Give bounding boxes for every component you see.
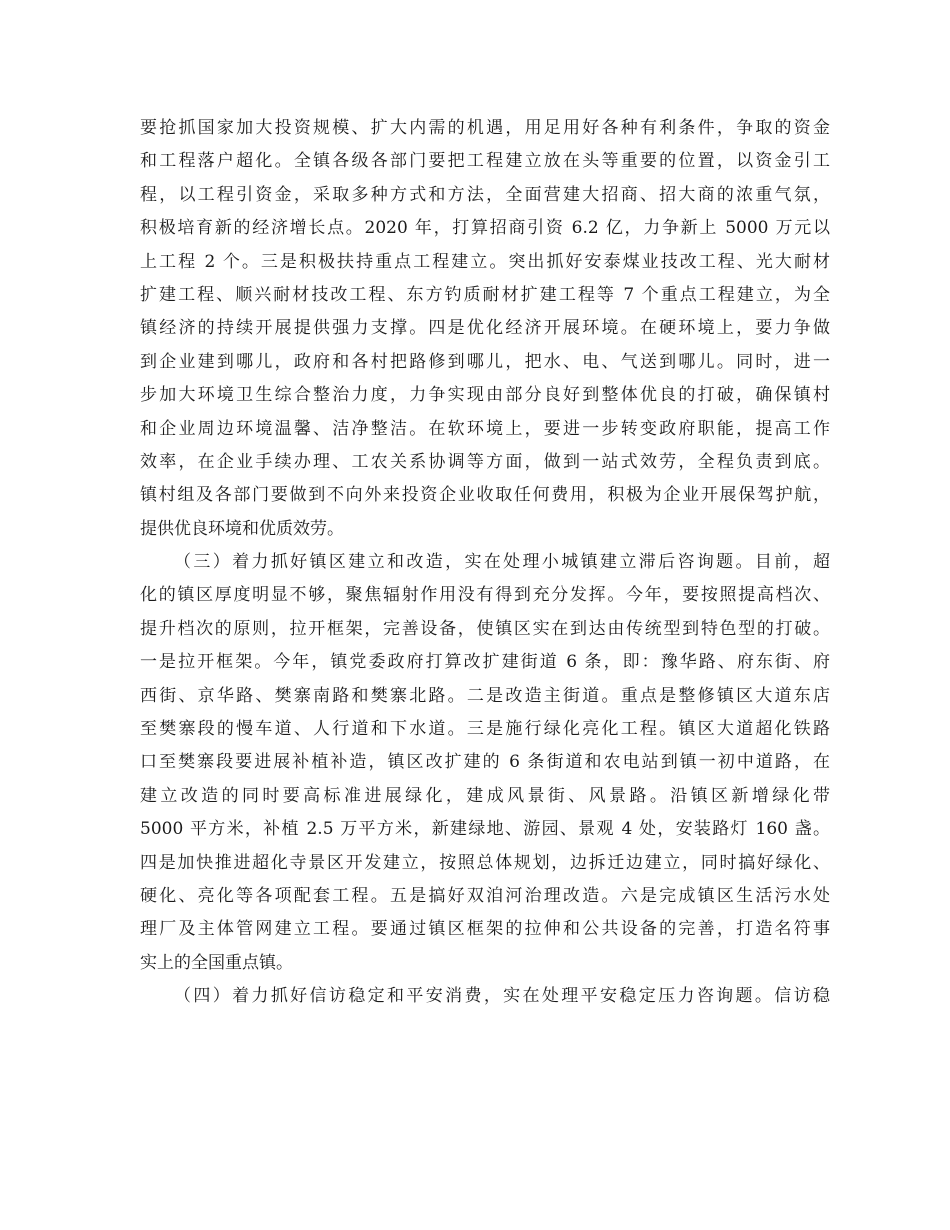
text-line: 扩建工程、顺兴耐材技改工程、东方钓质耐材扩建工程等 7 个重点工程建立，为全 (140, 284, 830, 305)
text-line: 实上的全国重点镇。 (140, 952, 293, 973)
text-line: 建立改造的同时要高标准进展绿化，建成风景街、风景路。沿镇区新增绿化带 (140, 785, 830, 806)
text-line: 和企业周边环境温馨、洁净整洁。在软环境上，要进一步转变政府职能，提高工作 (140, 418, 830, 439)
text-line: 到企业建到哪儿，政府和各村把路修到哪儿，把水、电、气送到哪儿。同时，进一 (140, 351, 830, 372)
text-line: 提升档次的原则，拉开框架，完善设备，使镇区实在到达由传统型到特色型的打破。 (140, 618, 830, 639)
text-line: 5000 平方米，补植 2.5 万平方米，新建绿地、游园、景观 4 处，安装路灯 160 盏。 (140, 819, 830, 840)
text-line: 硬化、亮化等各项配套工程。五是搞好双洎河治理改造。六是完成镇区生活污水处 (140, 885, 830, 906)
text-line: 步加大环境卫生综合整治力度，力争实现由部分良好到整体优良的打破，确保镇村 (140, 385, 830, 406)
text-line: 镇村组及各部门要做到不向外来投资企业收取任何费用，积极为企业开展保驾护航， (140, 485, 830, 506)
text-line: （四）着力抓好信访稳定和平安消费，实在处理平安稳定压力咨询题。信访稳 (174, 986, 830, 1007)
text-line: 提供优良环境和优质效劳。 (140, 518, 344, 539)
text-line: 积极培育新的经济增长点。2020 年，打算招商引资 6.2 亿，力争新上 5000 万元以 (140, 218, 830, 239)
text-line: 程，以工程引资金，采取多种方式和方法，全面营建大招商、招大商的浓重气氛， (140, 184, 830, 205)
body-text (140, 112, 830, 1014)
text-line: 和工程落户超化。全镇各级各部门要把工程建立放在头等重要的位置，以资金引工 (140, 151, 830, 172)
text-line: 镇经济的持续开展提供强力支撑。四是优化经济开展环境。在硬环境上，要力争做 (140, 318, 830, 339)
text-line: 四是加快推进超化寺景区开发建立，按照总体规划，边拆迁边建立，同时搞好绿化、 (140, 852, 830, 873)
text-line: 理厂及主体管网建立工程。要通过镇区框架的拉伸和公共设备的完善，打造名符事 (140, 919, 830, 940)
text-line: 要抢抓国家加大投资规模、扩大内需的机遇，用足用好各种有利条件，争取的资金 (140, 118, 830, 138)
text-line: 一是拉开框架。今年，镇党委政府打算改扩建街道 6 条，即：豫华路、府东街、府 (140, 652, 830, 673)
text-line: 化的镇区厚度明显不够，聚焦辐射作用没有得到充分发挥。今年，要按照提高档次、 (140, 585, 830, 606)
text-line: 至樊寨段的慢车道、人行道和下水道。三是施行绿化亮化工程。镇区大道超化铁路 (140, 719, 830, 740)
text-line: 西街、京华路、樊寨南路和樊寨北路。二是改造主街道。重点是整修镇区大道东店 (140, 685, 830, 706)
text-line: 效率，在企业手续办理、工农关系协调等方面，做到一站式效劳，全程负责到底。 (140, 451, 830, 472)
text-line: 上工程 2 个。三是积极扶持重点工程建立。突出抓好安泰煤业技改工程、光大耐材 (140, 251, 830, 272)
text-line: （三）着力抓好镇区建立和改造，实在处理小城镇建立滞后咨询题。目前，超 (174, 552, 830, 573)
text-line: 口至樊寨段要进展补植补造，镇区改扩建的 6 条街道和农电站到镇一初中道路，在 (140, 752, 830, 773)
